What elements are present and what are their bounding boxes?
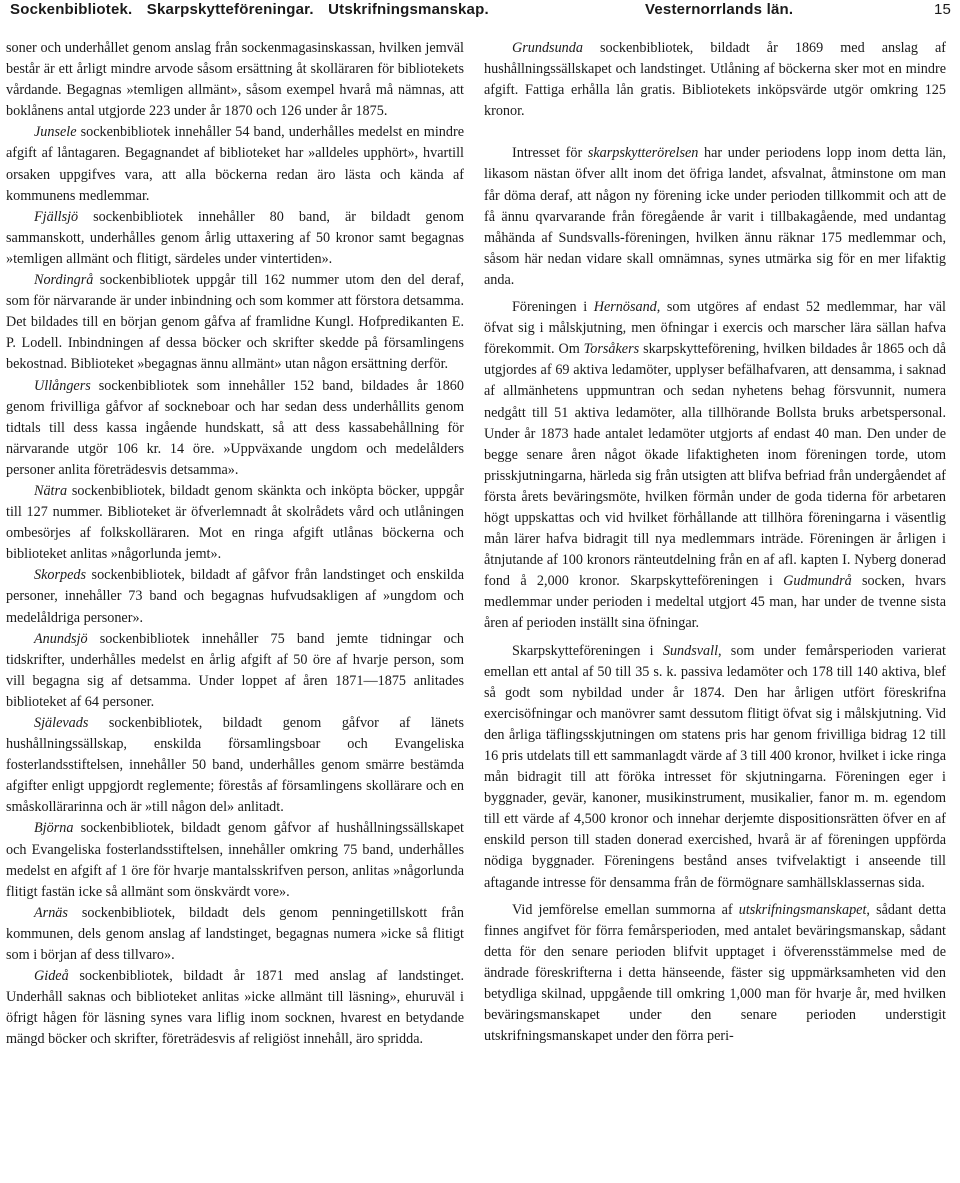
text-run: Föreningen i (512, 299, 594, 316)
place-name: utskrifningsmanskapet (738, 901, 867, 918)
text-run: sockenbibliotek som innehåller 152 band, bildades år 1860 genom frivilliga gåfvor af sockneboar och har sedan dess underhållits genom tidtals till dess kassa ingående hundskatt, så att dess kassabehållning för närvarande utgör 106 kr. 14 öre. »Uppväxande ungdom och medelålders personer anlita företrädesvis detsamma». (6, 377, 464, 478)
paragraph-utskrifningsmanskap (484, 900, 946, 1048)
paragraph (6, 38, 464, 122)
right-column (484, 38, 946, 1178)
place-name: Björna (34, 820, 74, 837)
place-name: Hernösand (593, 299, 657, 316)
place-name: Grundsunda (512, 40, 583, 56)
place-name: Fjällsjö (34, 208, 79, 225)
text-run: socken, hvars medlemmar under perioden i medeltal utgjort 45 man, har under de tvenne sista åren af perioden inställt sina öfningar. (484, 573, 946, 632)
text-run: sockenbibliotek innehåller 75 band jemte tidningar och tidskrifter, underhålles medelst en årlig afgift af 50 öre af hvarje person, som vill begagna sig af detsamma. Under loppet af åren 1871—1875 anlitades biblioteket af 64 personer. (6, 630, 464, 710)
left-column (6, 38, 464, 1178)
place-name: Ullångers (34, 377, 91, 394)
text-run: Skarpskytteföreningen i (512, 642, 663, 659)
paragraph-grundsunda (484, 38, 946, 122)
text-run: sockenbibliotek innehåller 54 band, underhålles medelst en mindre afgift af låntagaren. Begagnandet af biblioteket har »alldeles upphört», hvartill orsaken uppgifves vara, att alla böckerna redan äro lästa och kända af kommunens medlemmar. (6, 124, 464, 204)
place-name: skarpskytterörelsen (587, 145, 699, 162)
text-run: skarpskytteförening, hvilken bildades år 1865 och då utgjordes af 69 aktiva ledamöter, upplyser befälhafvaren, att densamma, i saknad af allmänhetens uppmuntran och sedan nyhetens behag försvunnit, numera nedgått till 51 aktiva ledamöter, alla tillhörande Bollsta bruks arbetspersonal. Under år 1873 hade antalet ledamöter utgjorts af endast 40 man. Den under de begge senare åren något ökade lifaktigheten inom föreningen torde, utom prisskjutningarna, härleda sig från utsigten att blifva befriad från undergåendet af första årets beväringsmöte, hvilken förmån under de goda tiderna för arbetaren högt uppskattas och vid hvilket förhållande att tillhöra föreningarna i väsentlig mån lärer hafva bidragit till nya medlemmars inträde. Föreningen är årligen i åtnjutande af 100 kronors ränteutdelning från en af afl. kapten I. Nyberg donerad fond å 2,000 kronor. Skarpskytteföreningen i (484, 341, 946, 590)
paragraph-bjorna (6, 818, 464, 902)
text-run: sockenbibliotek uppgår till 162 nummer utom den del deraf, som för närvarande är under inbindning och som kommer att förstora detsamma. Det bildades till en början genom gåfva af framlidne Kungl. Hofpredikanten E. P. Lodell. Inbindningen af dessa böcker och skrifter skedde på församlingens bekostnad. Biblioteket »begagnas ännu allmänt» utan någon ersättning derför. (6, 272, 464, 373)
paragraph-sjalevads (6, 713, 464, 818)
paragraph-junsele (6, 122, 464, 206)
place-name: Junsele (34, 124, 77, 141)
paragraph-ullangers (6, 376, 464, 481)
header-title-skarpskytteforeningar: Skarpskytteföreningar. (146, 1, 314, 18)
place-name: Sundsvall (662, 642, 719, 659)
text-run: sockenbibliotek, bildadt genom skänkta och inköpta böcker, uppgår till 127 nummer. Biblioteket är öfverlemnadt åt skolrådets vård och utlåningen ombesörjes af folkskolläraren. Mot en ringa afgift utlånas böckerna och biblioteket anlitas »någorlunda jemt». (6, 482, 464, 563)
place-name: Torsåkers (583, 341, 640, 358)
paragraph-natra (6, 481, 464, 565)
paragraph-anundsjo (6, 629, 464, 713)
paragraph-gidea (6, 966, 464, 1050)
text-run: sockenbibliotek, bildadt år 1869 med anslag af hushållningssällskapet och landstinget. Utlåning af böckerna sker mot en mindre afgift. Fattiga erhålla lån gratis. Bibliotekets inköpsvärde utgör omkring 125 kronor. (484, 40, 946, 120)
paragraph-sundsvall (484, 641, 946, 894)
place-name: Gideå (34, 968, 69, 985)
place-name: Arnäs (34, 904, 68, 921)
text-run: sockenbibliotek, bildadt af gåfvor från landstinget och enskilda personer, innehåller 73 band och begagnas hufvudsakligen af »ungdom och medelåldriga personer». (6, 567, 464, 626)
text-run: sockenbibliotek innehåller 80 band, är bildadt genom sammanskott, underhålles genom årlig uttaxering af 50 kronor samt begagnas »temligen allmänt och flitigt, särdeles under vintertiden». (6, 208, 464, 267)
paragraph-skorpeds (6, 565, 464, 628)
header-section-titles (10, 1, 499, 18)
text-run: sockenbibliotek, bildadt dels genom penningetillskott från kommunen, dels genom anslag af landstinget, begagnas numera »icke så flitigt som i början af dess tillvaro». (6, 904, 464, 964)
text-run: Intresset för (512, 145, 588, 162)
paragraph-arnas (6, 903, 464, 966)
paragraph-nordingra (6, 270, 464, 375)
text-run: sockenbibliotek, bildadt genom gåfvor af länets hushållningssällskap, enskilda församlingsboar och Evangeliska fosterlandsstiftelsen, innehåller 50 band, underhålles genom smärre bestämda afgifter enligt uppgjordt reglemente; förestås af församlingens skollärare och en småskollärarinna och är »till någon del» anlitadt. (6, 715, 464, 816)
place-name: Nätra (34, 482, 68, 499)
running-header (0, 0, 960, 24)
text-run: soner och underhållet genom anslag från sockenmagasinskassan, hvilken jemväl består är ett årligt mindre arvode såsom ersättning åt skolläraren för bibliotekets vårdande. Begagnas »temligen allmänt», såsom exempel hvarå må nämnas, att boklånens antal utgjorde 223 under år 1870 och 126 under år 1875. (6, 40, 464, 120)
place-name: Gudmundrå (783, 573, 852, 590)
page-number: 15 (934, 1, 952, 18)
text-run: sockenbibliotek, bildadt genom gåfvor af hushållningssällskapet och Evangeliska fosterlandsstiftelsen, innehåller omkring 75 band, underhålles medelst en afgift af 1 öre för hvarje mantalsskrifven person, anlitas »någorlunda flitigt fastän icke så allmänt som önskvärdt vore». (6, 820, 464, 900)
paragraph-hernosand (484, 297, 946, 635)
text-run: har under periodens lopp inom detta län, likasom nästan öfver allt inom det öfriga landet, afsvalnat, åtminstone om man får döma deraf, att någon ny förening icke under perioden tillkommit och att de få ännu qvarvarande från föregående år varit i tillbakagående, med undantag måhända af Sundsvalls-föreningen, hvilken ännu räknar 175 medlemmar och, såsom här nedan vidare skall omnämnas, synes utmärka sig för en mer lifaktig anda. (484, 145, 946, 288)
text-run: , som utgöres af endast 52 medlemmar, har väl öfvat sig i målskjutning, men öfningar i exercis och marscher lära sällan hafva förekommit. Om (484, 299, 946, 358)
header-region: Vesternorrlands län. (645, 1, 794, 18)
header-title-utskrifningsmanskap: Utskrifningsmanskap. (328, 1, 489, 18)
place-name: Anundsjö (34, 630, 88, 647)
place-name: Själevads (34, 715, 89, 731)
text-run: Vid jemförelse emellan summorna af (512, 901, 739, 918)
text-run: , sådant detta finnes angifvet för förra femårsperioden, med antalet beväringsmanskap, sådant detta för den senare perioden blifvit upptaget i öfverensstämmelse med de ändrade föreskrifterna i detta hänseende, fäster sig uppmärksamheten vid den betydliga skilnad, uppgående till omkring 1,000 man för hvarje år, med hvilken beväringsmanskapet under den senare perioden understigit utskrifningsmanskapet under den förra peri- (484, 901, 946, 1045)
place-name: Skorpeds (34, 567, 87, 584)
header-title-sockenbibliotek: Sockenbibliotek. (10, 1, 133, 18)
text-run: sockenbibliotek, bildadt år 1871 med anslag af landstinget. Underhåll saknas och biblioteket anlitas »icke allmänt till läsning», ehuruväl i öfrigt hågen för läsning synes vara liflig inom socknen, hvarest en betydande mängd böcker och skrifter, företrädesvis af religiöst innehåll, äro spridda. (6, 968, 464, 1048)
paragraph-fjallsjo (6, 207, 464, 270)
place-name: Nordingrå (34, 272, 94, 289)
paragraph-skarpskytterorelsen (484, 143, 946, 291)
text-run: , som under femårsperioden varierat emellan ett antal af 50 till 35 s. k. passiva ledamöter och 178 till 140 aktiva, blef så godt som nybildad under år 1874. Den har årligen utfört föreskrifna exercisöfningar och manövrer samt dessutom flitigt öfvat sig i målskjutning. Vid den årliga täflingsskjutningen om statens pris har genom frivilliga bidrag 12 till 16 pris utdelats till ett sammanlagdt värde af 3 till 400 kronor, hvilket i icke ringa mån bidragit till att föröka intresset för skjutningarna. Föreningen eger i byggnader, gevär, kanoner, musikinstrument, musikalier, fanor m. m. egendom till ett värde af 4,500 kronor och innehar derjemte dispositionsrätten öfver en af enskild person till staden donerad exercished, hvarå är af föreningen uppförda nödiga byggnader. Föreningens bestånd anses tvifvelaktigt i anseende till aftagande intresse för densamma från de förmögnare samhällsklassernas sida. (484, 642, 946, 891)
